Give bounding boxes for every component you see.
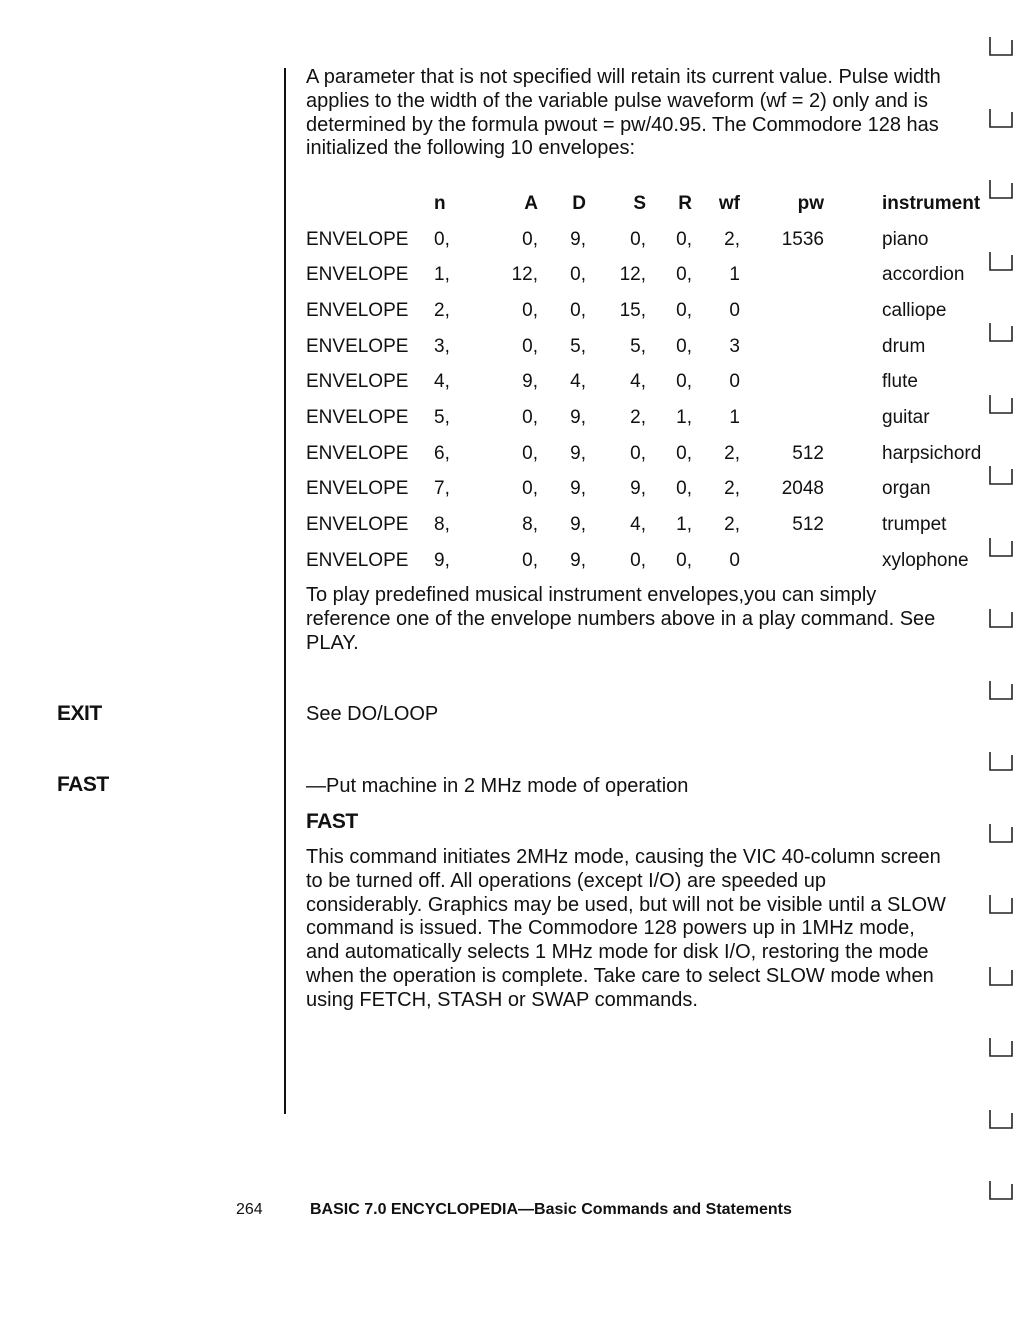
fast-format-heading: FAST — [306, 810, 358, 833]
cell-wf: 2, — [724, 514, 740, 536]
cell-wf: 0 — [729, 549, 740, 571]
cell-pw — [740, 364, 824, 400]
cell-instrument: accordion — [882, 264, 965, 286]
table-row — [306, 329, 1002, 365]
header-d: D — [572, 192, 586, 214]
cell-s: 12, — [619, 264, 646, 286]
table-row — [306, 222, 1002, 258]
header-n: n — [434, 192, 446, 214]
cell-wf: 2, — [724, 228, 740, 250]
envelope-table-body — [306, 222, 1002, 579]
binding-bracket-icon — [988, 108, 1014, 128]
cell-wf: 3 — [729, 335, 740, 357]
table-row — [306, 436, 1002, 472]
cell-instrument: organ — [882, 478, 931, 500]
header-r: R — [678, 192, 692, 214]
cell-label: ENVELOPE — [306, 264, 409, 286]
binding-bracket-icon — [988, 751, 1014, 771]
cell-label: ENVELOPE — [306, 442, 409, 464]
binding-bracket-icon — [988, 36, 1014, 56]
cell-n: 9, — [434, 549, 450, 571]
cell-s: 4, — [630, 371, 646, 393]
binding-bracket-icon — [988, 251, 1014, 271]
footer-title — [310, 1201, 792, 1219]
binding-bracket-icon — [988, 823, 1014, 843]
cell-a: 0, — [522, 228, 538, 250]
binding-bracket-icon — [988, 179, 1014, 199]
table-row — [306, 472, 1002, 508]
cell-instrument: guitar — [882, 406, 930, 428]
cell-d: 9, — [570, 442, 586, 464]
cell-instrument: xylophone — [882, 549, 969, 571]
cell-a: 8, — [522, 514, 538, 536]
table-row — [306, 400, 1002, 436]
cell-label: ENVELOPE — [306, 228, 409, 250]
binding-bracket-icon — [988, 394, 1014, 414]
table-row — [306, 507, 1002, 543]
cell-label: ENVELOPE — [306, 299, 409, 321]
cell-d: 9, — [570, 406, 586, 428]
cell-d: 9, — [570, 549, 586, 571]
cell-pw: 1536 — [781, 228, 824, 250]
cell-r: 0, — [676, 299, 692, 321]
header-blank — [306, 186, 434, 222]
cell-r: 0, — [676, 549, 692, 571]
cell-s: 0, — [630, 549, 646, 571]
table-row — [306, 543, 1002, 579]
cell-instrument: piano — [882, 228, 929, 250]
cell-wf: 1 — [729, 264, 740, 286]
cell-label: ENVELOPE — [306, 371, 409, 393]
table-header-row — [306, 186, 1002, 222]
cell-d: 5, — [570, 335, 586, 357]
cell-d: 0, — [570, 299, 586, 321]
cell-s: 5, — [630, 335, 646, 357]
cell-label: ENVELOPE — [306, 406, 409, 428]
page-number: 264 — [236, 1201, 263, 1218]
cell-a: 0, — [522, 406, 538, 428]
cell-label: ENVELOPE — [306, 478, 409, 500]
cell-n: 7, — [434, 478, 450, 500]
binding-bracket-icon — [988, 322, 1014, 342]
cell-n: 3, — [434, 335, 450, 357]
cell-wf: 2, — [724, 442, 740, 464]
cell-n: 0, — [434, 228, 450, 250]
cell-instrument: harpsichord — [882, 442, 982, 464]
fast-keyword: FAST — [57, 773, 109, 796]
cell-n: 6, — [434, 442, 450, 464]
cell-instrument: calliope — [882, 299, 947, 321]
cell-d: 0, — [570, 264, 586, 286]
cell-a: 9, — [522, 371, 538, 393]
cell-wf: 2, — [724, 478, 740, 500]
binding-bracket-icon — [988, 608, 1014, 628]
cell-s: 0, — [630, 228, 646, 250]
cell-d: 9, — [570, 514, 586, 536]
cell-a: 12, — [511, 264, 538, 286]
intro-paragraph: A parameter that is not specified will retain its current value. Pulse width applies to the width of the variable pulse waveform (wf = 2) only and is determined by the formula pwout = pw/40.95. The Commodore 128 has initialized the following 10 envelopes: — [306, 66, 941, 160]
header-instrument: instrument — [882, 192, 981, 214]
cell-n: 5, — [434, 406, 450, 428]
header-wf: wf — [718, 192, 740, 214]
play-paragraph: To play predefined musical instrument envelopes,you can simply reference one of the envelope numbers above in a play command. See PLAY. — [306, 584, 936, 654]
cell-pw — [740, 329, 824, 365]
cell-label: ENVELOPE — [306, 514, 409, 536]
cell-s: 0, — [630, 442, 646, 464]
cell-d: 9, — [570, 478, 586, 500]
footer-title-bold: BASIC 7.0 ENCYCLOPEDIA— — [310, 1201, 535, 1218]
exit-description: See DO/LOOP — [306, 703, 439, 725]
vertical-rule — [284, 68, 286, 1114]
cell-a: 0, — [522, 442, 538, 464]
table-row — [306, 293, 1002, 329]
cell-r: 1, — [676, 406, 692, 428]
cell-a: 0, — [522, 335, 538, 357]
cell-d: 4, — [570, 371, 586, 393]
header-a: A — [524, 192, 538, 214]
cell-wf: 0 — [729, 299, 740, 321]
cell-label: ENVELOPE — [306, 549, 409, 571]
cell-r: 0, — [676, 371, 692, 393]
cell-instrument: drum — [882, 335, 926, 357]
table-row — [306, 257, 1002, 293]
cell-pw: 512 — [792, 442, 824, 464]
cell-s: 15, — [619, 299, 646, 321]
binding-bracket-icon — [988, 537, 1014, 557]
cell-pw: 2048 — [781, 478, 824, 500]
footer-title-rest: Basic Commands and Statements — [534, 1201, 792, 1218]
cell-n: 8, — [434, 514, 450, 536]
binding-bracket-icon — [988, 680, 1014, 700]
cell-a: 0, — [522, 299, 538, 321]
cell-wf: 1 — [729, 406, 740, 428]
fast-description: This command initiates 2MHz mode, causing the VIC 40-column screen to be turned off. All operations (except I/O) are speeded up considerably. Graphics may be used, but will not be visible until a SLOW command is issued. The Commodore 128 powers up in 1MHz mode, and automatically selects 1 MHz mode for disk I/O, restoring the mode when the operation is complete. Take care to select SLOW mode when using FETCH, STASH or SWAP commands. — [306, 846, 946, 1011]
binding-bracket-icon — [988, 1180, 1014, 1200]
cell-r: 0, — [676, 228, 692, 250]
cell-d: 9, — [570, 228, 586, 250]
cell-instrument: flute — [882, 371, 918, 393]
cell-r: 0, — [676, 478, 692, 500]
cell-pw — [740, 400, 824, 436]
cell-s: 2, — [630, 406, 646, 428]
cell-n: 2, — [434, 299, 450, 321]
cell-n: 4, — [434, 371, 450, 393]
cell-r: 0, — [676, 442, 692, 464]
cell-r: 1, — [676, 514, 692, 536]
binding-bracket-icon — [988, 966, 1014, 986]
binding-bracket-icon — [988, 1037, 1014, 1057]
cell-pw — [740, 293, 824, 329]
cell-r: 0, — [676, 264, 692, 286]
cell-instrument: trumpet — [882, 514, 947, 536]
exit-keyword: EXIT — [57, 702, 102, 725]
cell-label: ENVELOPE — [306, 335, 409, 357]
binding-bracket-icon — [988, 1109, 1014, 1129]
cell-r: 0, — [676, 335, 692, 357]
header-s: S — [633, 192, 646, 214]
cell-pw: 512 — [792, 514, 824, 536]
cell-wf: 0 — [729, 371, 740, 393]
cell-n: 1, — [434, 264, 450, 286]
header-pw: pw — [797, 192, 824, 214]
envelope-table — [306, 186, 1002, 579]
cell-s: 4, — [630, 514, 646, 536]
fast-summary: —Put machine in 2 MHz mode of operation — [306, 775, 689, 797]
cell-a: 0, — [522, 549, 538, 571]
cell-s: 9, — [630, 478, 646, 500]
table-row — [306, 364, 1002, 400]
cell-pw — [740, 257, 824, 293]
binding-bracket-icon — [988, 465, 1014, 485]
cell-a: 0, — [522, 478, 538, 500]
cell-pw — [740, 543, 824, 579]
binding-bracket-icon — [988, 894, 1014, 914]
